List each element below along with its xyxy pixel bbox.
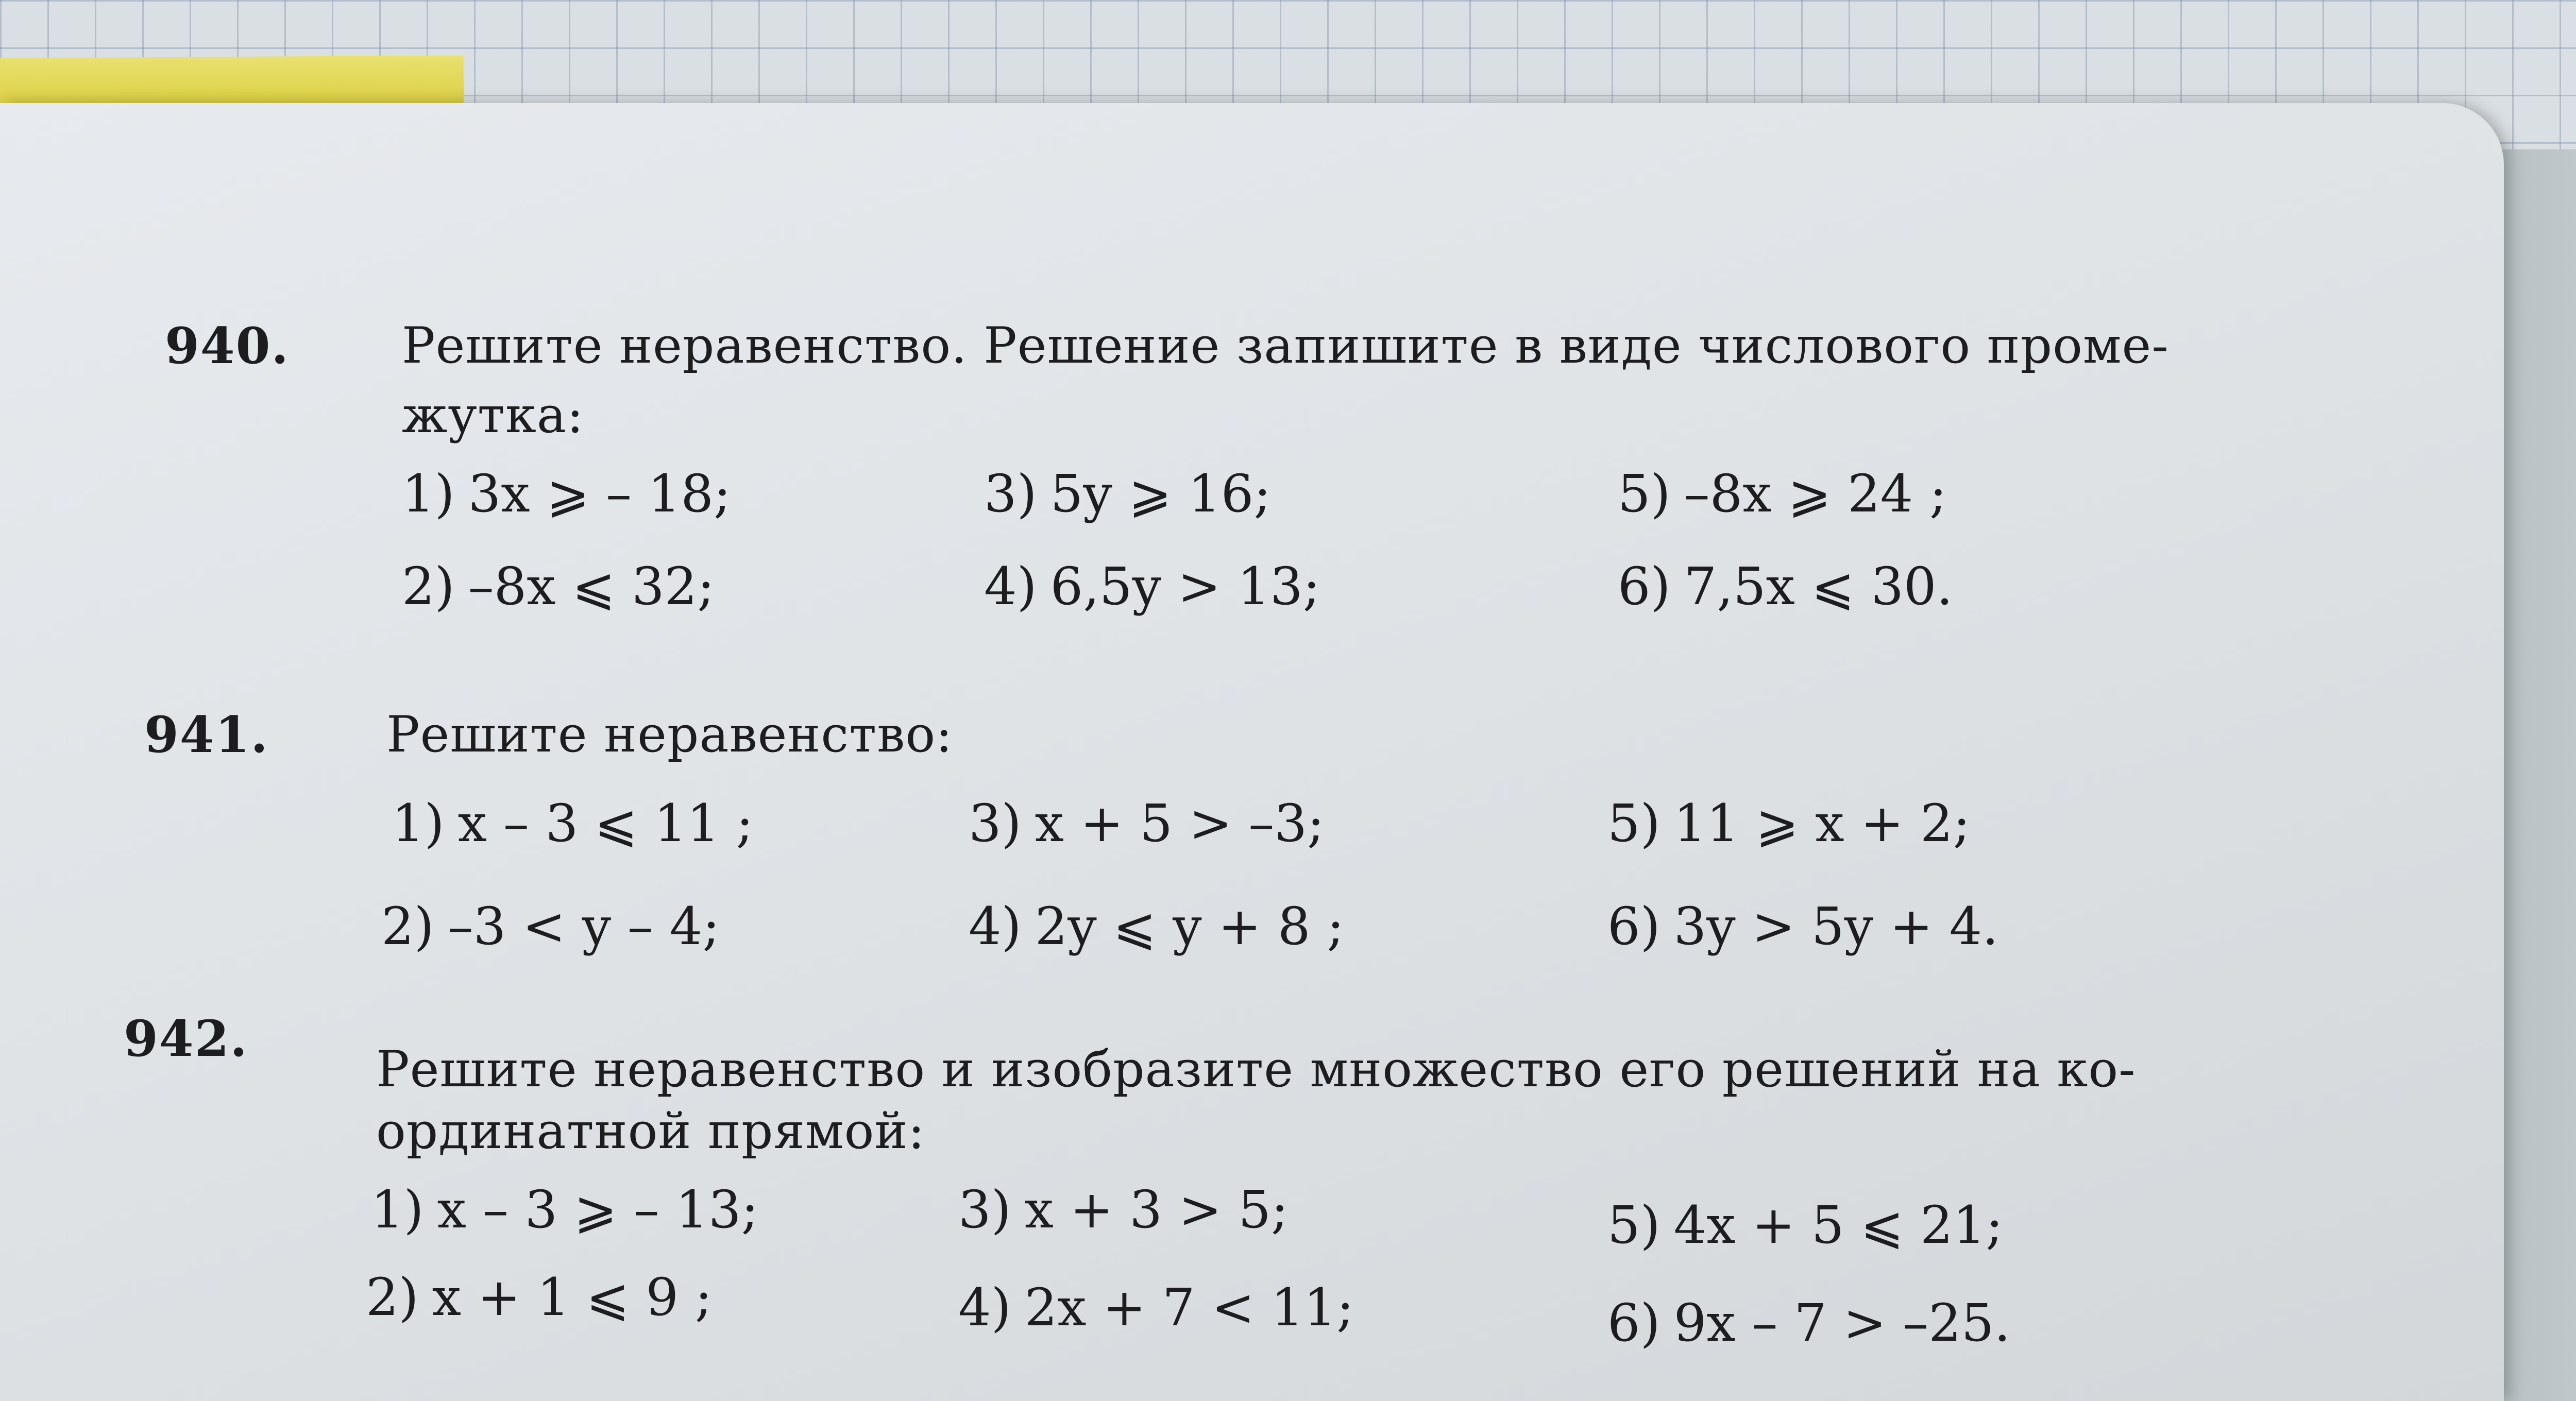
item-expression: 4x + 5 ⩽ 21; — [1673, 1195, 2003, 1255]
item-label: 4) — [984, 556, 1037, 617]
exercise-item — [402, 556, 715, 617]
item-expression: 2y ⩽ y + 8 ; — [1035, 896, 1345, 956]
exercise-item — [984, 556, 1320, 617]
item-expression: x – 3 ⩾ – 13; — [437, 1180, 759, 1240]
exercise-item — [958, 1277, 1354, 1338]
exercise-item — [1607, 1195, 2003, 1255]
exercise-item — [1618, 464, 1947, 524]
item-label: 6) — [1607, 896, 1660, 956]
item-label: 2) — [366, 1267, 419, 1327]
item-label: 2) — [402, 556, 455, 617]
item-expression: x + 1 ⩽ 9 ; — [432, 1267, 713, 1327]
item-expression: 5y ⩾ 16; — [1050, 464, 1272, 524]
item-label: 6) — [1618, 556, 1671, 617]
item-label: 3) — [958, 1180, 1011, 1240]
item-label: 5) — [1607, 1195, 1660, 1255]
item-expression: 7,5x ⩽ 30. — [1684, 556, 1953, 617]
problem-number: 942. — [124, 1010, 248, 1068]
item-label: 4) — [969, 896, 1022, 956]
item-expression: x – 3 ⩽ 11 ; — [457, 793, 754, 853]
item-label: 2) — [381, 896, 434, 956]
exercise-item — [1618, 556, 1953, 617]
item-label: 5) — [1618, 464, 1671, 524]
item-label: 5) — [1607, 793, 1660, 853]
exercise-item — [1607, 1293, 2010, 1353]
item-label: 1) — [392, 793, 445, 853]
problem-number: 941. — [144, 706, 269, 764]
exercise-item — [366, 1267, 713, 1327]
item-label: 3) — [984, 464, 1037, 524]
item-expression: 3y > 5y + 4. — [1673, 896, 1999, 956]
item-expression: 6,5y > 13; — [1050, 556, 1320, 617]
item-expression: –3 < y – 4; — [447, 896, 720, 956]
problem-number: 940. — [165, 317, 290, 375]
exercise-item — [371, 1180, 758, 1240]
item-expression: x + 5 > –3; — [1035, 793, 1325, 853]
exercise-item — [958, 1180, 1289, 1240]
exercise-item — [984, 464, 1271, 524]
item-label: 4) — [958, 1277, 1011, 1338]
item-expression: –8x ⩾ 24 ; — [1684, 464, 1947, 524]
problem-instruction-line1: Решите неравенство. Решение запишите в виде числового проме- — [402, 317, 2169, 374]
problem-instruction-line2: ординатной прямой: — [376, 1102, 925, 1160]
item-label: 6) — [1607, 1293, 1660, 1353]
item-expression: 9x – 7 > –25. — [1673, 1293, 2011, 1353]
exercise-item — [392, 793, 753, 853]
item-label: 1) — [371, 1180, 424, 1240]
item-expression: 3x ⩾ – 18; — [468, 464, 731, 524]
exercise-item — [402, 464, 731, 524]
problem-instruction-line2: жутка: — [402, 386, 584, 444]
exercise-item — [969, 896, 1344, 956]
exercise-item — [1607, 896, 1998, 956]
item-expression: 11 ⩾ x + 2; — [1673, 793, 1971, 853]
item-label: 1) — [402, 464, 455, 524]
exercise-item — [381, 896, 720, 956]
exercise-item — [969, 793, 1325, 853]
item-label: 3) — [969, 793, 1022, 853]
adjacent-page — [2494, 149, 2576, 1401]
problem-instruction-line1: Решите неравенство: — [386, 706, 953, 763]
item-expression: –8x ⩽ 32; — [468, 556, 715, 617]
item-expression: x + 3 > 5; — [1024, 1180, 1289, 1240]
problem-instruction-line1: Решите неравенство и изобразите множество его решений на ко- — [376, 1040, 2136, 1098]
exercise-item — [1607, 793, 1970, 853]
item-expression: 2x + 7 < 11; — [1024, 1277, 1354, 1338]
